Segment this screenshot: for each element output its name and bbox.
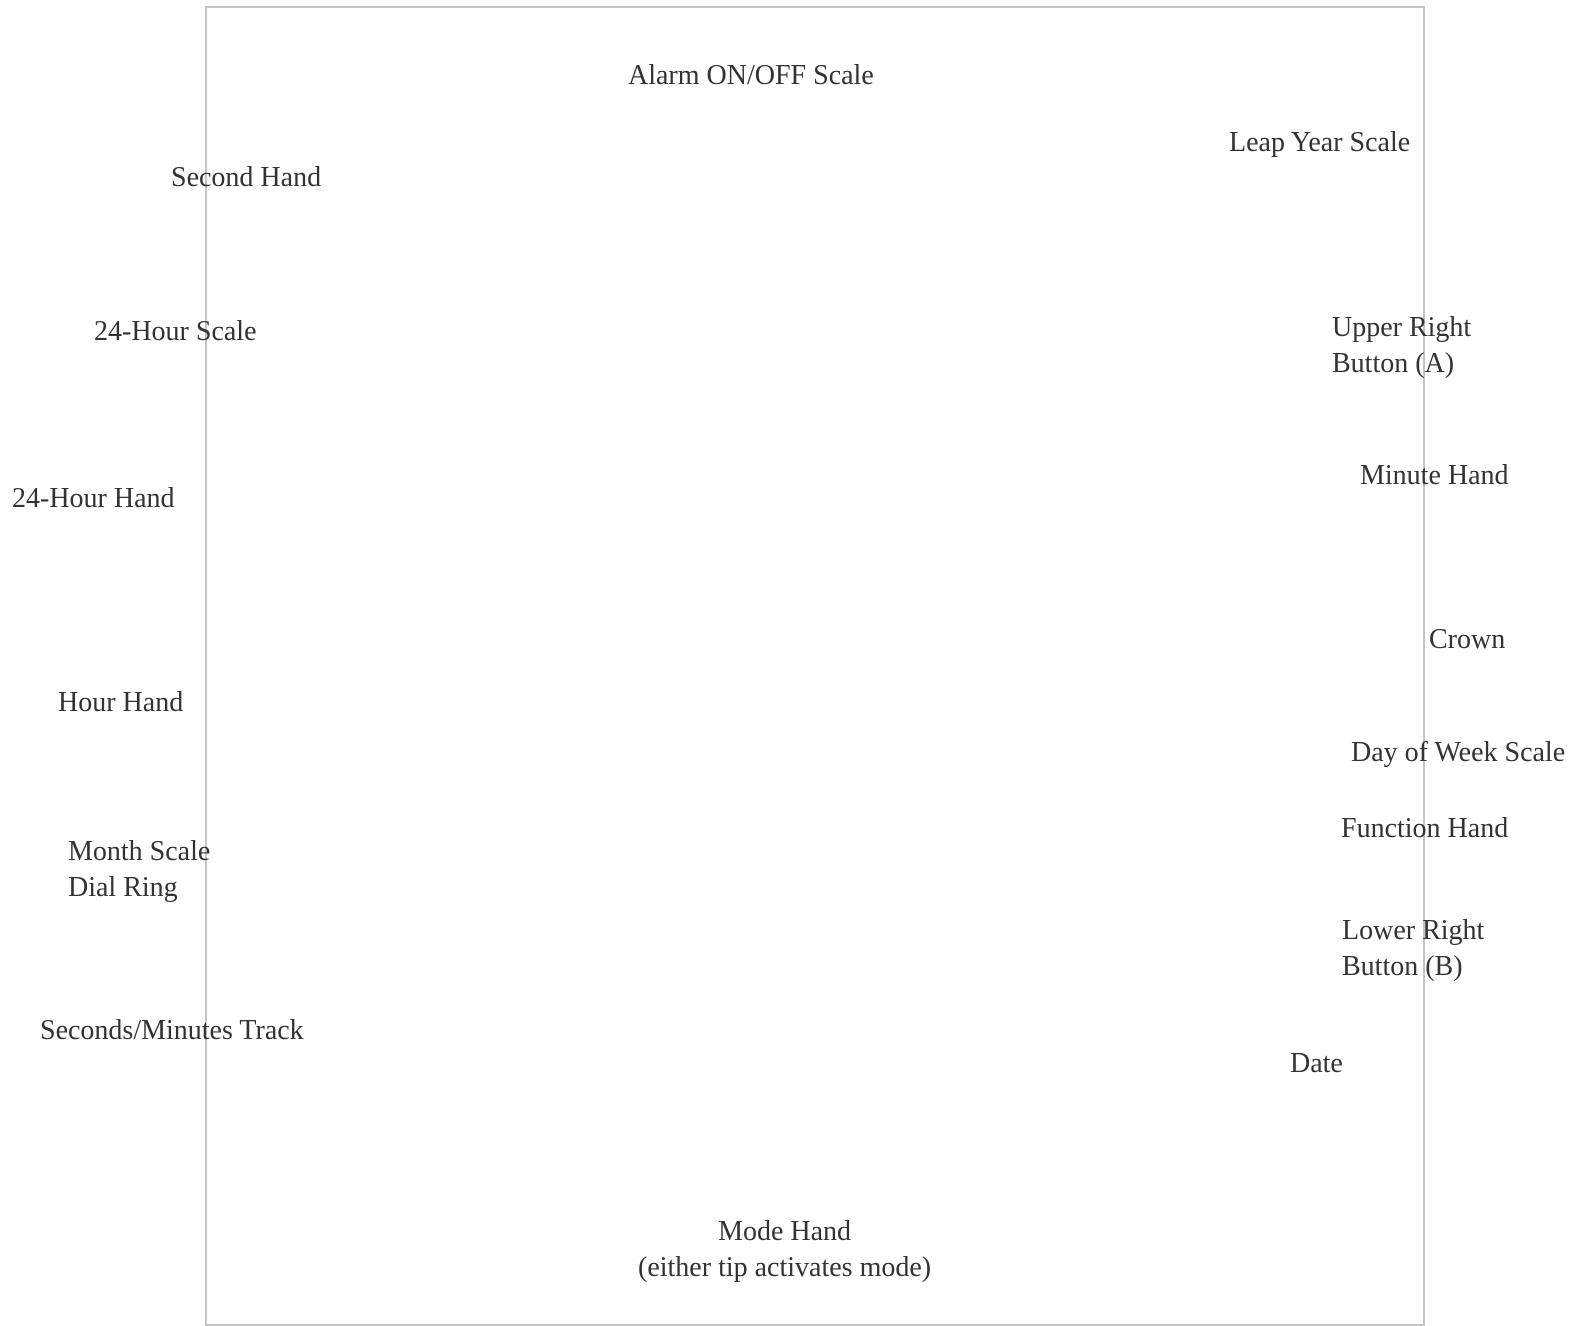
label-lower-right-button-line-2: Button (B) (1342, 951, 1463, 982)
label-minute-hand: Minute Hand (1360, 460, 1509, 491)
label-function-hand: Function Hand (1341, 813, 1509, 844)
label-second-hand: Second Hand (171, 162, 322, 193)
label-lower-right-button (1342, 913, 1484, 985)
label-mode-hand-line-1: Mode Hand (718, 1216, 852, 1247)
label-mode-hand (638, 1214, 931, 1286)
label-upper-right-button-line-2: Button (A) (1332, 348, 1455, 379)
label-crown: Crown (1429, 624, 1506, 655)
watch-image-frame (205, 6, 1425, 1326)
label-lower-right-button-line-1: Lower Right (1342, 915, 1485, 946)
label-24-hour-scale: 24-Hour Scale (94, 316, 257, 347)
label-month-scale-line-2: Dial Ring (68, 872, 178, 903)
label-month-scale-dial-ring (68, 834, 210, 906)
label-24-hour-hand: 24-Hour Hand (12, 483, 175, 514)
label-date: Date (1290, 1048, 1343, 1079)
label-day-of-week-scale: Day of Week Scale (1351, 737, 1566, 768)
label-upper-right-button-line-1: Upper Right (1332, 312, 1472, 343)
label-alarm-scale: Alarm ON/OFF Scale (628, 60, 874, 91)
label-month-scale-line-1: Month Scale (68, 836, 211, 867)
label-leap-year-scale: Leap Year Scale (1229, 127, 1411, 158)
label-upper-right-button (1332, 310, 1471, 382)
label-hour-hand: Hour Hand (58, 687, 184, 718)
label-seconds-minutes-track: Seconds/Minutes Track (40, 1015, 304, 1046)
label-mode-hand-line-2: (either tip activates mode) (638, 1252, 932, 1283)
